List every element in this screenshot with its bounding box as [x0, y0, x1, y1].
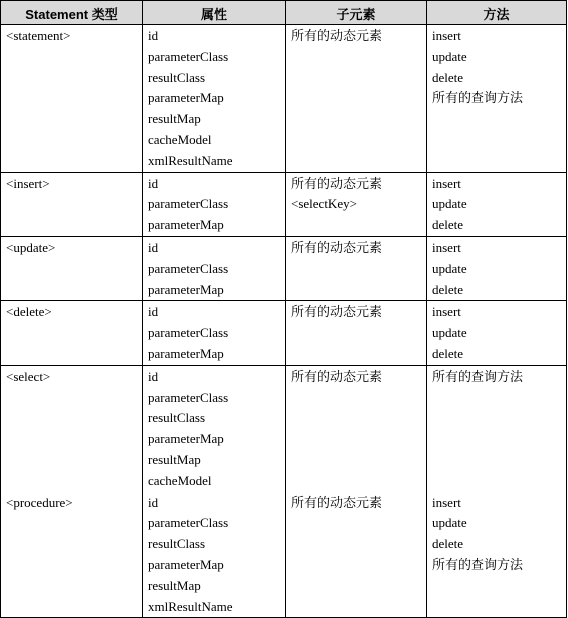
table-row	[1, 365, 567, 491]
cell-methods	[427, 365, 567, 491]
cell-attributes-line: id	[148, 239, 159, 255]
cell-child-elements	[286, 365, 427, 491]
cell-statement-type	[1, 236, 143, 300]
cell-attributes	[143, 236, 286, 300]
cell-child-elements-line: 所有的动态元素	[291, 494, 383, 510]
cell-statement-type	[1, 492, 143, 618]
table-body	[1, 25, 567, 618]
table-header-row	[1, 1, 567, 25]
cell-child-elements-line: 所有的动态元素	[291, 304, 383, 320]
cell-attributes-line: parameterClass	[148, 48, 229, 64]
cell-methods-line: 所有的查询方法	[432, 90, 524, 106]
table-row	[1, 236, 567, 300]
cell-attributes	[143, 365, 286, 491]
cell-attributes-line: parameterClass	[148, 260, 229, 276]
cell-methods-line: delete	[432, 281, 464, 297]
cell-methods-line: update	[432, 260, 467, 276]
cell-attributes-line: xmlResultName	[148, 598, 233, 614]
cell-statement-type-text: <update>	[6, 239, 56, 255]
cell-methods-line: update	[432, 325, 467, 341]
cell-child-elements-line: 所有的动态元素	[291, 175, 383, 191]
cell-methods	[427, 25, 567, 173]
cell-statement-type-text: <delete>	[6, 304, 52, 320]
cell-statement-type-text: <statement>	[6, 28, 71, 43]
cell-methods	[427, 172, 567, 236]
cell-statement-type-text: <insert>	[6, 175, 50, 191]
cell-child-elements-line: <selectKey>	[291, 196, 357, 212]
cell-statement-type	[1, 301, 143, 365]
cell-child-elements	[286, 236, 427, 300]
cell-methods-line: update	[432, 48, 467, 64]
cell-attributes-line: parameterClass	[148, 389, 229, 405]
cell-attributes-line: id	[148, 175, 159, 191]
cell-statement-type-text: <select>	[6, 368, 51, 384]
cell-methods-line: insert	[432, 175, 461, 191]
cell-attributes-line: resultClass	[148, 536, 206, 552]
cell-attributes-line: parameterMap	[148, 217, 224, 233]
cell-attributes	[143, 492, 286, 618]
cell-child-elements	[286, 172, 427, 236]
cell-attributes	[143, 301, 286, 365]
cell-methods-line: update	[432, 515, 467, 531]
header-methods: 方法	[427, 1, 567, 25]
cell-methods-line: delete	[432, 345, 464, 361]
cell-attributes-line: cacheModel	[148, 131, 212, 147]
cell-child-elements	[286, 25, 427, 173]
cell-attributes-line: parameterMap	[148, 345, 224, 361]
cell-attributes	[143, 172, 286, 236]
cell-methods-line: update	[432, 196, 467, 212]
cell-methods	[427, 236, 567, 300]
cell-attributes-line: xmlResultName	[148, 152, 233, 168]
cell-attributes-line: id	[148, 368, 159, 384]
cell-attributes-line: parameterMap	[148, 90, 224, 106]
cell-methods	[427, 301, 567, 365]
cell-methods-line: delete	[432, 217, 464, 233]
cell-attributes-line: resultClass	[148, 410, 206, 426]
cell-methods-line: insert	[432, 304, 461, 320]
table-row	[1, 172, 567, 236]
cell-attributes-line: resultMap	[148, 451, 201, 467]
cell-statement-type	[1, 25, 143, 173]
cell-statement-type	[1, 365, 143, 491]
cell-child-elements-line: 所有的动态元素	[291, 368, 383, 384]
cell-methods-line: insert	[432, 494, 461, 510]
cell-child-elements	[286, 301, 427, 365]
cell-methods-line: 所有的查询方法	[432, 368, 524, 384]
cell-methods-line: 所有的查询方法	[432, 556, 524, 572]
cell-attributes-line: cacheModel	[148, 472, 212, 488]
table-row	[1, 25, 567, 173]
cell-methods-line: insert	[432, 239, 461, 255]
cell-attributes-line: parameterClass	[148, 515, 229, 531]
cell-attributes-line: parameterClass	[148, 325, 229, 341]
header-statement-type: Statement 类型	[1, 1, 143, 25]
cell-statement-type-text: <procedure>	[6, 494, 73, 510]
cell-attributes-line: resultMap	[148, 577, 201, 593]
cell-statement-type	[1, 172, 143, 236]
header-attributes: 属性	[143, 1, 286, 25]
cell-child-elements-line: 所有的动态元素	[291, 239, 383, 255]
cell-attributes	[143, 25, 286, 173]
cell-attributes-line: resultClass	[148, 69, 206, 85]
cell-methods-line: insert	[432, 28, 461, 43]
cell-attributes-line: resultMap	[148, 111, 201, 127]
table-row	[1, 492, 567, 618]
cell-methods-line: delete	[432, 536, 464, 552]
cell-attributes-line: id	[148, 28, 159, 43]
cell-methods-line: delete	[432, 69, 464, 85]
cell-attributes-line: parameterMap	[148, 281, 224, 297]
cell-attributes-line: parameterClass	[148, 196, 229, 212]
cell-attributes-line: id	[148, 494, 159, 510]
cell-attributes-line: id	[148, 304, 159, 320]
cell-methods	[427, 492, 567, 618]
table-row	[1, 301, 567, 365]
header-child-elements: 子元素	[286, 1, 427, 25]
cell-child-elements	[286, 492, 427, 618]
cell-child-elements-line: 所有的动态元素	[291, 28, 383, 43]
cell-attributes-line: parameterMap	[148, 431, 224, 447]
cell-attributes-line: parameterMap	[148, 556, 224, 572]
